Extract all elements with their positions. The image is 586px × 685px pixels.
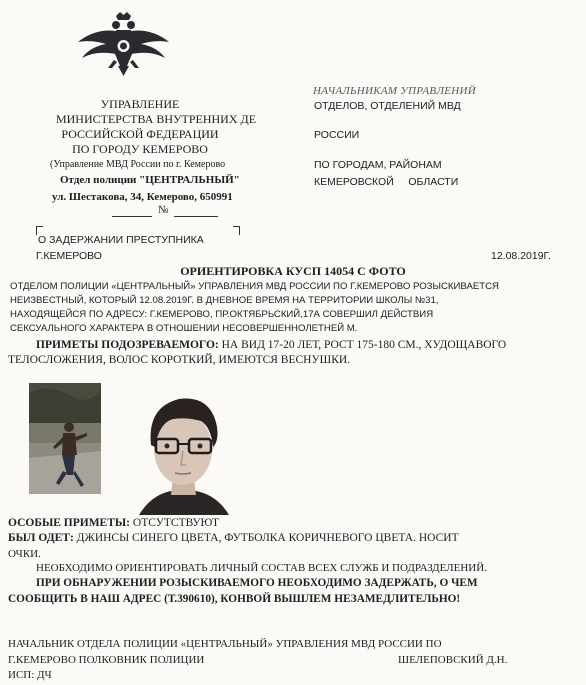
clothes-text: ДЖИНСЫ СИНЕГО ЦВЕТА, ФУТБОЛКА КОРИЧНЕВОГО ЦВЕТА. НОСИТ: [76, 532, 459, 544]
eagle-emblem-icon: [76, 10, 171, 80]
department-name: Отдел полиции "ЦЕНТРАЛЬНЫЙ": [60, 174, 240, 186]
suspect-face-photo: [131, 387, 236, 515]
subject-line: Г.КЕМЕРОВО: [36, 250, 102, 262]
special-marks-label: ОСОБЫЕ ПРИМЕТЫ:: [8, 517, 131, 529]
recipient-heading: НАЧАЛЬНИКАМ УПРАВЛЕНИЙ: [313, 85, 476, 97]
instruction-line: НЕОБХОДИМО ОРИЕНТИРОВАТЬ ЛИЧНЫЙ СОСТАВ ВСЕХ СЛУЖБ И ПОДРАЗДЕЛЕНИЙ.: [36, 562, 487, 574]
features-label: ПРИМЕТЫ ПОДОЗРЕВАЕМОГО:: [36, 339, 219, 351]
clothes-line: [8, 533, 459, 545]
number-label: №: [158, 204, 169, 216]
department-address: ул. Шестакова, 34, Кемерово, 650991: [52, 191, 233, 203]
subject-line: О ЗАДЕРЖАНИИ ПРЕСТУПНИКА: [38, 234, 204, 246]
letterhead-line: МИНИСТЕРСТВА ВНУТРЕННИХ ДЕ: [55, 112, 257, 126]
letterhead-line: РОССИЙСКОЙ ФЕДЕРАЦИИ: [61, 127, 219, 141]
cctv-photo-image: [29, 383, 101, 494]
body-line: НАХОДЯЩЕЙСЯ ПО АДРЕСУ: Г.КЕМЕРОВО, ПР.ОКТЯБРЬСКИЙ,17А СОВЕРШИЛ ДЕЙСТВИЯ: [10, 309, 434, 320]
document-date: 12.08.2019Г.: [491, 250, 551, 262]
features-line: ТЕЛОСЛОЖЕНИЯ, ВОЛОС КОРОТКИЙ, ИМЕЮТСЯ ВЕСНУШКИ.: [8, 354, 351, 366]
special-marks-line: [8, 518, 219, 530]
recipient-line: ОТДЕЛОВ, ОТДЕЛЕНИЙ МВД: [314, 100, 461, 112]
clothes-label: БЫЛ ОДЕТ:: [8, 532, 74, 544]
letterhead-line: ПО ГОРОДУ КЕМЕРОВО: [72, 142, 208, 156]
body-line: НЕИЗВЕСТНЫЙ, КОТОРЫЙ 12.08.2019Г. В ДНЕВНОЕ ВРЕМЯ НА ТЕРРИТОРИИ ШКОЛЫ №31,: [10, 295, 439, 306]
suspect-face-image: [131, 387, 236, 515]
detain-line: ПРИ ОБНАРУЖЕНИИ РОЗЫСКИВАЕМОГО НЕОБХОДИМО ЗАДЕРЖАТЬ, О ЧЕМ: [36, 577, 478, 589]
recipient-line: КЕМЕРОВСКОЙ ОБЛАСТИ: [314, 176, 459, 188]
letterhead-line: (Управление МВД России по г. Кемерово: [50, 160, 226, 170]
signature-name: ШЕЛЕПОВСКИЙ Д.Н.: [398, 654, 508, 666]
cctv-photo: [29, 383, 101, 494]
features-line: [36, 340, 506, 352]
special-marks-text: ОТСУТСТВУЮТ: [132, 517, 220, 529]
subject-bracket: [233, 226, 240, 235]
recipient-line: РОССИИ: [314, 129, 360, 141]
recipient-line: ПО ГОРОДАМ, РАЙОНАМ: [314, 159, 442, 171]
body-line: СЕКСУАЛЬНОГО ХАРАКТЕРА В ОТНОШЕНИИ НЕСОВЕРШЕННОЛЕТНЕЙ М.: [10, 323, 358, 334]
number-line: [112, 216, 152, 217]
body-line: ОТДЕЛОМ ПОЛИЦИИ «ЦЕНТРАЛЬНЫЙ» УПРАВЛЕНИЯ МВД РОССИИ ПО Г.КЕМЕРОВО РОЗЫСКИВАЕТСЯ: [10, 281, 499, 292]
number-line: [174, 216, 218, 217]
letterhead-line: УПРАВЛЕНИЕ: [100, 97, 180, 111]
document-title: ОРИЕНТИРОВКА КУСП 14054 С ФОТО: [180, 264, 406, 278]
executor-line: ИСП: ДЧ: [8, 669, 52, 681]
features-text: НА ВИД 17-20 ЛЕТ, РОСТ 175-180 СМ., ХУДОЩАВОГО: [221, 339, 507, 351]
signature-line: Г.КЕМЕРОВО ПОЛКОВНИК ПОЛИЦИИ: [8, 654, 205, 666]
signature-line: НАЧАЛЬНИК ОТДЕЛА ПОЛИЦИИ «ЦЕНТРАЛЬНЫЙ» УПРАВЛЕНИЯ МВД РОССИИ ПО: [8, 638, 442, 650]
clothes-line: ОЧКИ.: [8, 548, 41, 560]
detain-line: СООБЩИТЬ В НАШ АДРЕС (Т.390610), КОНВОЙ ВЫШЛЕМ НЕЗАМЕДЛИТЕЛЬНО!: [8, 593, 461, 605]
